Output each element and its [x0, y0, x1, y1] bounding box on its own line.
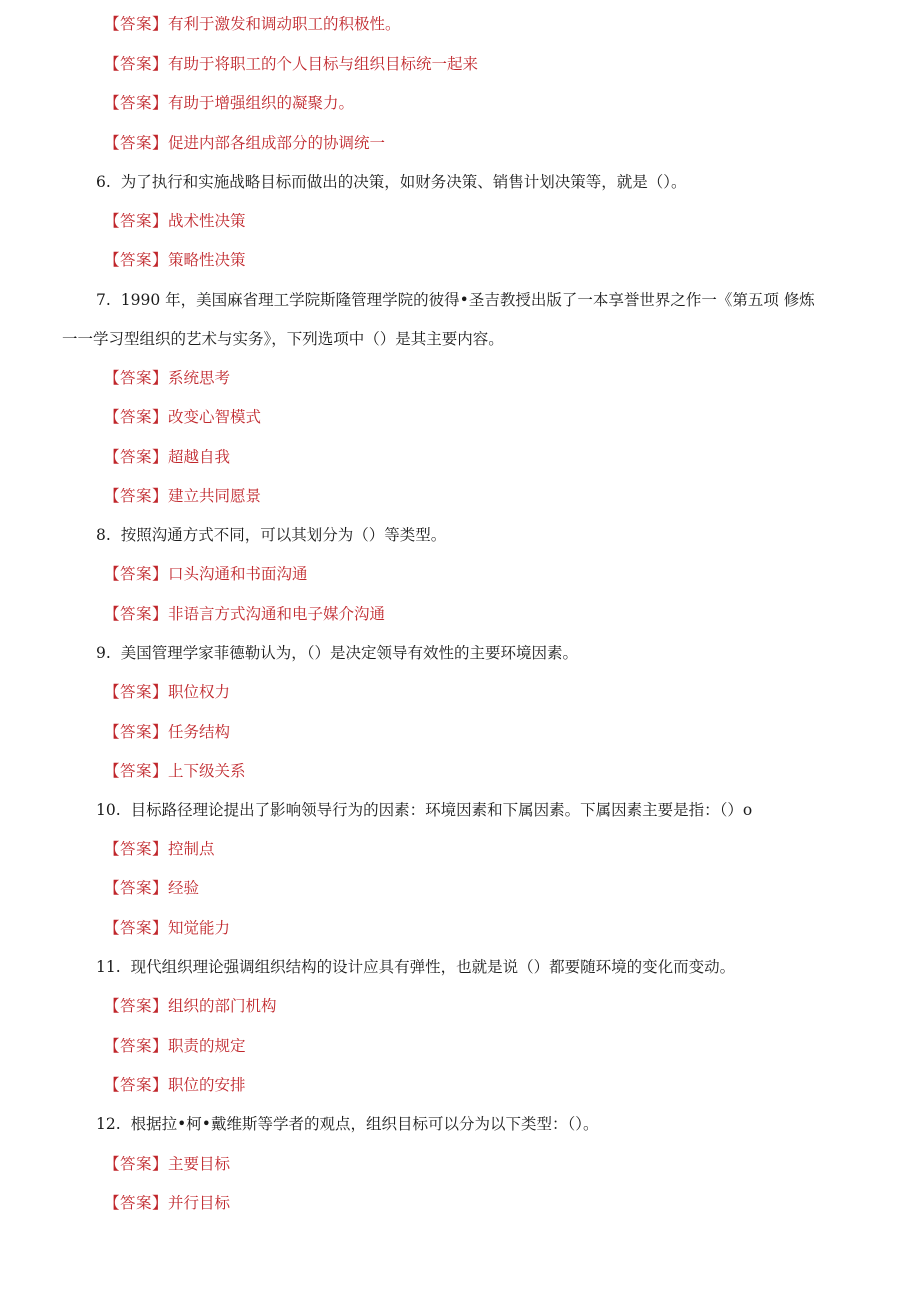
answer-tag: 【答案】 [104, 448, 169, 466]
answer-line [104, 995, 277, 1017]
question-7-continuation [62, 328, 504, 350]
answer-text: 主要目标 [168, 1155, 231, 1173]
answer-line [104, 760, 246, 782]
answer-tag: 【答案】 [104, 487, 169, 505]
answer-line [104, 721, 230, 743]
answer-text: 有助于将职工的个人目标与组织目标统一起来 [168, 55, 479, 73]
answer-line [104, 406, 261, 428]
answer-tag: 【答案】 [104, 1037, 169, 1055]
answer-line [104, 367, 230, 389]
question-8 [96, 524, 446, 546]
answer-text: 并行目标 [168, 1194, 231, 1212]
answer-line [104, 53, 478, 75]
answer-tag: 【答案】 [104, 94, 169, 112]
answer-tag: 【答案】 [104, 369, 169, 387]
question-number: 9. [96, 644, 111, 662]
answer-tag: 【答案】 [104, 762, 169, 780]
answer-line [104, 1153, 230, 1175]
answer-text: 非语言方式沟通和电子媒介沟通 [168, 605, 386, 623]
answer-line [104, 563, 308, 585]
answer-text: 口头沟通和书面沟通 [168, 565, 308, 583]
answer-tag: 【答案】 [104, 1155, 169, 1173]
answer-text: 职位的安排 [168, 1076, 246, 1094]
question-number: 10. [96, 801, 121, 819]
answer-tag: 【答案】 [104, 919, 169, 937]
answer-text: 促进内部各组成部分的协调统一 [168, 134, 386, 152]
question-number: 6. [96, 173, 111, 191]
answer-tag: 【答案】 [104, 723, 169, 741]
question-6 [96, 171, 687, 193]
answer-line [104, 838, 215, 860]
answer-text: 职位权力 [168, 683, 231, 701]
answer-line [104, 603, 385, 625]
question-text: 按照沟通方式不同，可以其划分为（）等类型。 [120, 526, 447, 544]
question-text: 根据拉•柯•戴维斯等学者的观点，组织目标可以分为以下类型：（）。 [130, 1115, 599, 1133]
question-text: 现代组织理论强调组织结构的设计应具有弹性，也就是说（）都要随环境的变化而变动。 [130, 958, 736, 976]
question-text: 美国管理学家菲德勒认为，（）是决定领导有效性的主要环境因素。 [120, 644, 579, 662]
question-text: 为了执行和实施战略目标而做出的决策，如财务决策、销售计划决策等，就是（）。 [120, 173, 687, 191]
answer-line [104, 485, 261, 507]
question-number: 8. [96, 526, 111, 544]
answer-line [104, 1074, 246, 1096]
answer-tag: 【答案】 [104, 605, 169, 623]
answer-text: 上下级关系 [168, 762, 246, 780]
answer-text: 经验 [168, 879, 200, 897]
answer-tag: 【答案】 [104, 1076, 169, 1094]
answer-tag: 【答案】 [104, 565, 169, 583]
question-number: 12. [96, 1115, 121, 1133]
answer-line [104, 877, 199, 899]
answer-line [104, 446, 230, 468]
answer-tag: 【答案】 [104, 1194, 169, 1212]
question-text: 目标路径理论提出了影响领导行为的因素：环境因素和下属因素。下属因素主要是指：（）o [130, 801, 753, 819]
answer-text: 有助于增强组织的凝聚力。 [168, 94, 355, 112]
answer-line [104, 917, 230, 939]
answer-tag: 【答案】 [104, 408, 169, 426]
answer-text: 建立共同愿景 [168, 487, 262, 505]
answer-line [104, 249, 246, 271]
question-text: 1990 年，美国麻省理工学院斯隆管理学院的彼得•圣吉教授出版了一本享誉世界之作一《第五项 修炼 [120, 291, 815, 309]
question-7 [96, 289, 815, 311]
answer-tag: 【答案】 [104, 212, 169, 230]
answer-tag: 【答案】 [104, 55, 169, 73]
answer-text: 职责的规定 [168, 1037, 246, 1055]
answer-tag: 【答案】 [104, 997, 169, 1015]
answer-line [104, 1035, 246, 1057]
answer-tag: 【答案】 [104, 879, 169, 897]
answer-text: 知觉能力 [168, 919, 231, 937]
answer-line [104, 1192, 230, 1214]
answer-text: 超越自我 [168, 448, 231, 466]
question-11 [96, 956, 735, 978]
answer-text: 策略性决策 [168, 251, 246, 269]
answer-text: 任务结构 [168, 723, 231, 741]
answer-text: 系统思考 [168, 369, 231, 387]
answer-tag: 【答案】 [104, 251, 169, 269]
question-number: 7. [96, 291, 111, 309]
answer-tag: 【答案】 [104, 840, 169, 858]
answer-line [104, 132, 385, 154]
answer-text: 组织的部门机构 [168, 997, 277, 1015]
answer-text: 战术性决策 [168, 212, 246, 230]
answer-tag: 【答案】 [104, 15, 169, 33]
answer-line [104, 92, 354, 114]
answer-tag: 【答案】 [104, 134, 169, 152]
question-number: 11. [96, 958, 121, 976]
answer-text: 改变心智模式 [168, 408, 262, 426]
answer-line [104, 681, 230, 703]
question-text: 一一学习型组织的艺术与实务》，下列选项中（）是其主要内容。 [62, 330, 504, 348]
answer-line [104, 210, 246, 232]
answer-text: 有利于激发和调动职工的积极性。 [168, 15, 401, 33]
answer-line [104, 13, 401, 35]
answer-tag: 【答案】 [104, 683, 169, 701]
question-12 [96, 1113, 598, 1135]
question-9 [96, 642, 578, 664]
question-10 [96, 799, 752, 821]
answer-text: 控制点 [168, 840, 215, 858]
